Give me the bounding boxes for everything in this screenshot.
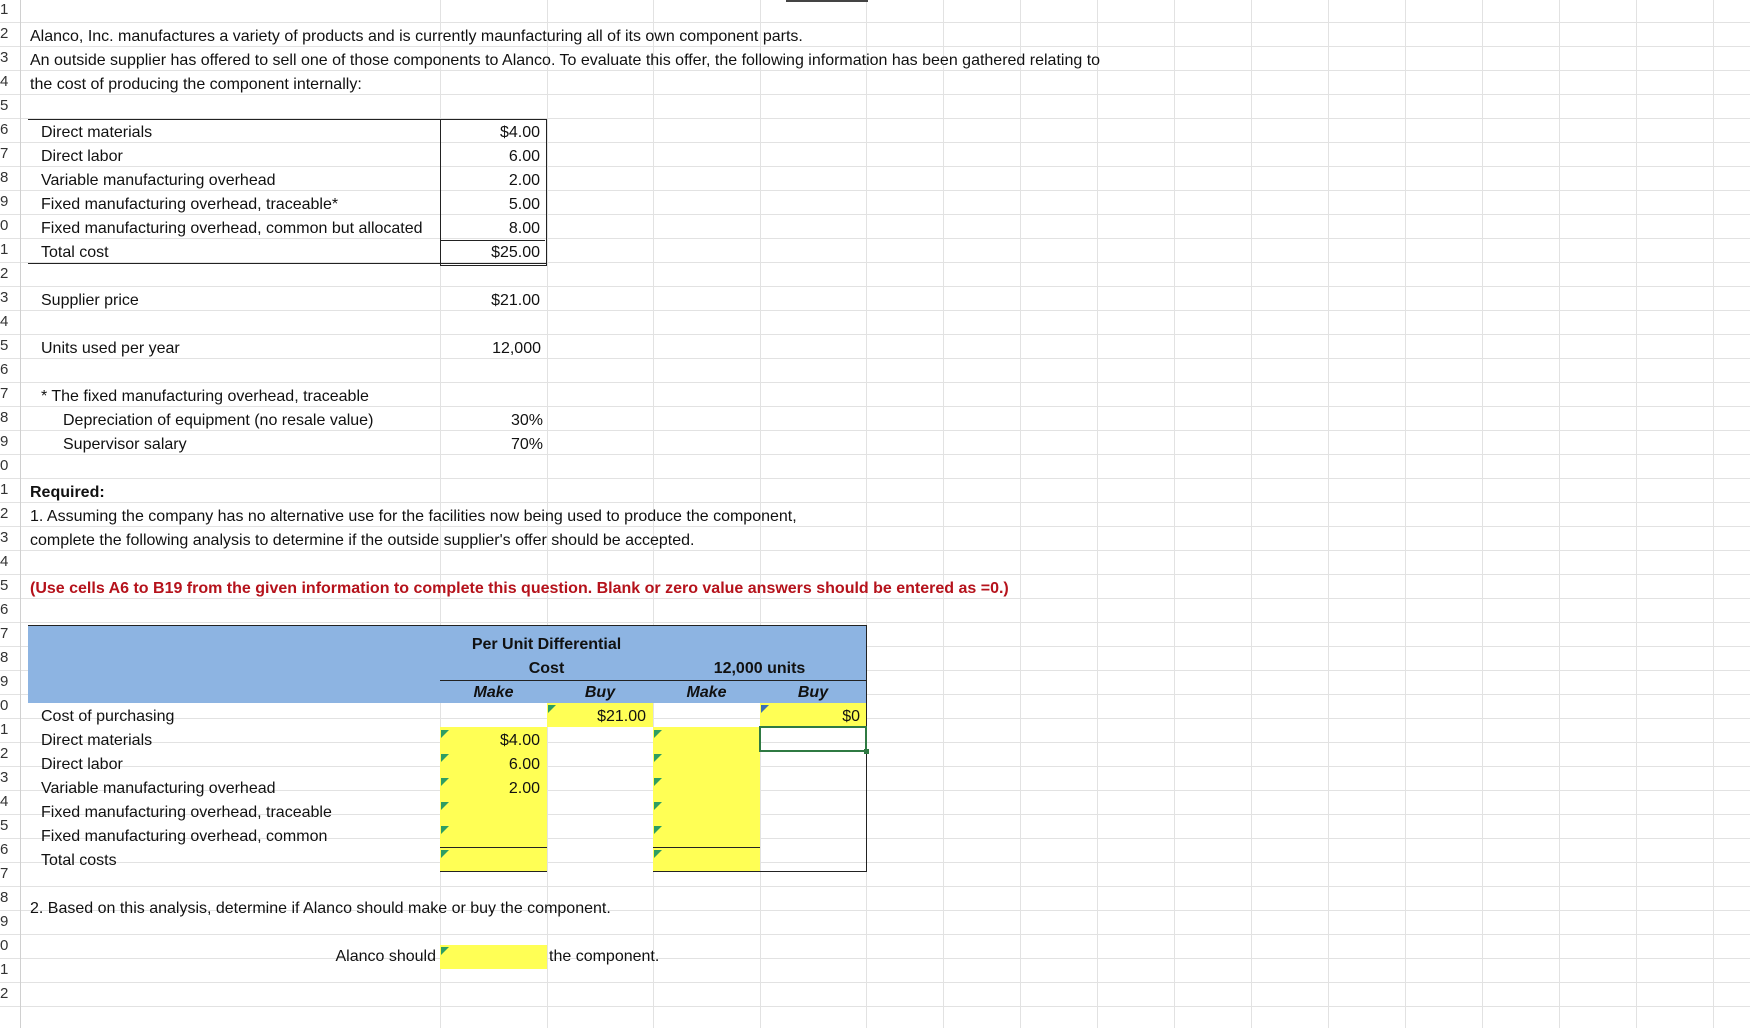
row-number[interactable]: 2 (0, 985, 9, 1002)
question-1-line-1: 1. Assuming the company has no alternative use for the facilities now being used to produce the component, (30, 508, 797, 525)
cost-row-label: Variable manufacturing overhead (41, 172, 276, 189)
row-number[interactable]: 3 (0, 769, 9, 786)
analysis-row-label: Fixed manufacturing overhead, common (41, 828, 328, 845)
intro-line-1: Alanco, Inc. manufactures a variety of products and is currently maunfacturing all of its own component parts. (30, 28, 803, 45)
footnote-item-value[interactable]: 70% (510, 436, 543, 453)
row-number[interactable]: 4 (0, 793, 9, 810)
units-value[interactable]: 12,000 (492, 340, 541, 357)
supplier-price-value[interactable]: $21.00 (491, 292, 540, 309)
row-number[interactable]: 1 (0, 1, 9, 18)
row-number[interactable]: 1 (0, 481, 9, 498)
input-marker-icon (654, 754, 662, 762)
input-marker-icon (441, 802, 449, 810)
grid-column-line (1559, 0, 1560, 1028)
row-number[interactable]: 3 (0, 289, 9, 306)
row-number[interactable]: 2 (0, 505, 9, 522)
make-or-buy-answer-input[interactable] (440, 945, 547, 969)
grid-column-line (1328, 0, 1329, 1028)
row-number[interactable]: 5 (0, 577, 9, 594)
footnote-item-value[interactable]: 30% (510, 412, 543, 429)
grid-row-line (0, 982, 1750, 983)
row-number[interactable]: 8 (0, 649, 9, 666)
row-number[interactable]: 4 (0, 553, 9, 570)
grid-row-line (0, 502, 1750, 503)
cost-row-label: Fixed manufacturing overhead, common but allocated (41, 220, 423, 237)
analysis-buy2-value[interactable]: $0 (842, 708, 860, 725)
analysis-make-value[interactable]: $4.00 (499, 732, 540, 749)
grid-column-line (1020, 0, 1021, 1028)
cost-row-value[interactable]: $4.00 (499, 124, 540, 141)
question-2-text: 2. Based on this analysis, determine if Alanco should make or buy the component. (30, 900, 611, 917)
row-number[interactable]: 8 (0, 409, 9, 426)
question-1-line-2: complete the following analysis to determine if the outside supplier's offer should be accepted. (30, 532, 695, 549)
grid-row-line (0, 286, 1750, 287)
row-number[interactable]: 5 (0, 817, 9, 834)
answer-prefix: Alanco should (335, 948, 436, 965)
row-number[interactable]: 1 (0, 721, 9, 738)
analysis-row-label: Variable manufacturing overhead (41, 780, 276, 797)
answer-suffix: the component. (549, 948, 660, 965)
row-number[interactable]: 3 (0, 529, 9, 546)
grid-column-line (866, 0, 867, 1028)
cost-row-label: Total cost (41, 244, 109, 261)
row-number[interactable]: 2 (0, 745, 9, 762)
cost-row-value[interactable]: 6.00 (508, 148, 540, 165)
make-total-rule (440, 847, 547, 848)
grid-row-line (0, 22, 1750, 23)
supplier-price-label: Supplier price (41, 292, 139, 309)
row-number[interactable]: 0 (0, 217, 9, 234)
input-marker-icon (654, 802, 662, 810)
row-number[interactable]: 8 (0, 889, 9, 906)
grid-row-line (0, 382, 1750, 383)
row-number[interactable]: 9 (0, 193, 9, 210)
row-number[interactable]: 6 (0, 361, 9, 378)
intro-line-3: the cost of producing the component internally: (30, 76, 362, 93)
grid-row-line (0, 334, 1750, 335)
row-number[interactable]: 9 (0, 913, 9, 930)
grid-row-line (0, 934, 1750, 935)
grid-column-line (1174, 0, 1175, 1028)
row-number[interactable]: 9 (0, 433, 9, 450)
row-number[interactable]: 3 (0, 49, 9, 66)
row-number[interactable]: 8 (0, 169, 9, 186)
row-number[interactable]: 7 (0, 385, 9, 402)
grid-row-line (0, 478, 1750, 479)
row-number[interactable]: 0 (0, 457, 9, 474)
row-number[interactable]: 6 (0, 841, 9, 858)
instruction-text: (Use cells A6 to B19 from the given information to complete this question. Blank or zero value answers should be entered as =0.) (30, 580, 1009, 597)
cost-row-value[interactable]: 8.00 (508, 220, 540, 237)
selected-cell[interactable] (759, 726, 867, 752)
grid-row-line (0, 1006, 1750, 1007)
row-number[interactable]: 7 (0, 865, 9, 882)
grid-column-line (943, 0, 944, 1028)
row-number[interactable]: 2 (0, 265, 9, 282)
row-number[interactable]: 4 (0, 73, 9, 90)
required-heading: Required: (30, 484, 105, 501)
row-number[interactable]: 6 (0, 601, 9, 618)
input-marker-icon (654, 826, 662, 834)
column-header-selection-bar (786, 0, 868, 2)
grid-row-line (0, 766, 1750, 767)
grid-row-line (0, 574, 1750, 575)
make2-total-rule (653, 847, 760, 848)
analysis-row-label: Direct labor (41, 756, 123, 773)
row-number[interactable]: 6 (0, 121, 9, 138)
row-number[interactable]: 0 (0, 697, 9, 714)
row-number[interactable]: 4 (0, 313, 9, 330)
make2-total-double-rule (653, 871, 760, 872)
analysis-row-label: Fixed manufacturing overhead, traceable (41, 804, 332, 821)
analysis-buy-value[interactable]: $21.00 (597, 708, 646, 725)
analysis-make-value[interactable]: 2.00 (508, 780, 540, 797)
analysis-header-top-line (28, 625, 866, 626)
intro-line-2: An outside supplier has offered to sell one of those components to Alanco. To evaluate this offer, the following information has been gathered relating to (30, 52, 1101, 69)
input-marker-icon (441, 826, 449, 834)
grid-row-line (0, 742, 1750, 743)
input-marker-icon (441, 850, 449, 858)
grid-row-line (0, 622, 1750, 623)
row-number[interactable]: 1 (0, 241, 9, 258)
cost-row-label: Fixed manufacturing overhead, traceable* (41, 196, 339, 213)
per-unit-header-line-1: Per Unit Differential (471, 636, 622, 653)
cost-row-value[interactable]: $25.00 (491, 244, 540, 261)
analysis-row-label: Direct materials (41, 732, 153, 749)
units-label: Units used per year (41, 340, 180, 357)
input-marker-icon (654, 730, 662, 738)
footnote-item-label: Supervisor salary (63, 436, 187, 453)
grid-row-line (0, 862, 1750, 863)
grid-column-line (1097, 0, 1098, 1028)
cost-row-label: Direct labor (41, 148, 123, 165)
input-marker-icon (654, 850, 662, 858)
grid-column-line (1713, 0, 1714, 1028)
analysis-row-label: Total costs (41, 852, 117, 869)
fill-handle[interactable] (864, 749, 869, 754)
column-make-per-unit: Make (473, 684, 514, 701)
input-marker-icon (441, 947, 449, 955)
column-buy-total: Buy (797, 684, 829, 701)
make-total-input-area[interactable] (653, 727, 760, 871)
cost-row-value[interactable]: 2.00 (508, 172, 540, 189)
row-number[interactable]: 5 (0, 97, 9, 114)
grid-column-line (1636, 0, 1637, 1028)
units-header: 12,000 units (713, 660, 806, 677)
footnote-title: * The fixed manufacturing overhead, traceable (41, 388, 369, 405)
grid-row-line (0, 718, 1750, 719)
row-number[interactable]: 7 (0, 625, 9, 642)
row-number[interactable]: 1 (0, 961, 9, 978)
row-header-divider (20, 0, 21, 1028)
grid-row-line (0, 310, 1750, 311)
grid-column-line (1405, 0, 1406, 1028)
cost-row-value[interactable]: 5.00 (508, 196, 540, 213)
analysis-row-label: Cost of purchasing (41, 708, 175, 725)
analysis-make-value[interactable]: 6.00 (508, 756, 540, 773)
grid-row-line (0, 886, 1750, 887)
column-buy-per-unit: Buy (584, 684, 616, 701)
input-marker-icon (654, 778, 662, 786)
row-number[interactable]: 5 (0, 337, 9, 354)
row-number[interactable]: 2 (0, 25, 9, 42)
row-number[interactable]: 9 (0, 673, 9, 690)
grid-column-line (1482, 0, 1483, 1028)
make-total-double-rule (440, 871, 547, 872)
row-number[interactable]: 0 (0, 937, 9, 954)
row-number[interactable]: 7 (0, 145, 9, 162)
cost-row-label: Direct materials (41, 124, 153, 141)
footnote-item-label: Depreciation of equipment (no resale value) (63, 412, 374, 429)
grid-row-line (0, 358, 1750, 359)
per-unit-header-line-2: Cost (528, 660, 565, 677)
analysis-bottom-line (757, 871, 867, 872)
grid-column-line (1251, 0, 1252, 1028)
grid-row-line (0, 454, 1750, 455)
column-make-total: Make (686, 684, 727, 701)
